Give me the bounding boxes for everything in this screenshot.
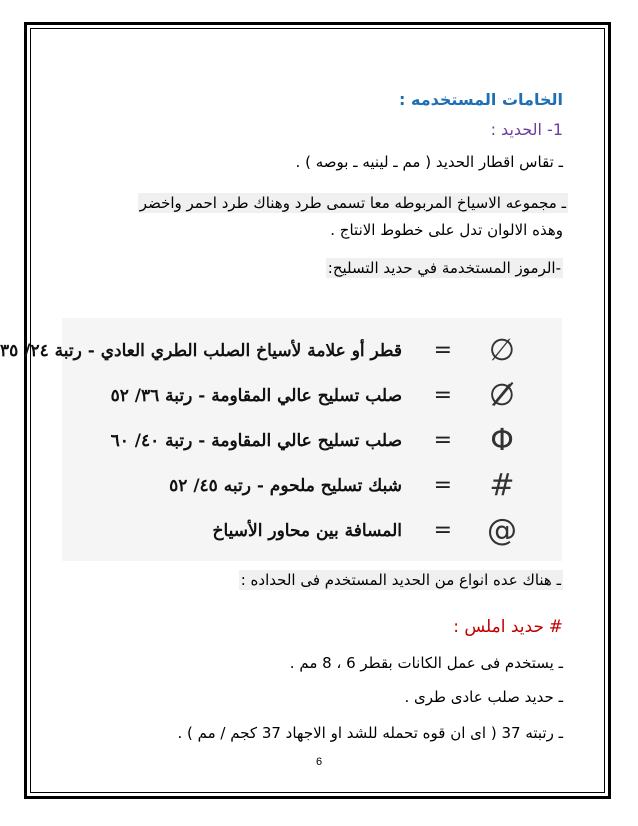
- hash-symbol: #: [489, 468, 515, 503]
- equals-sign: =: [433, 428, 452, 453]
- at-symbol: @: [487, 513, 517, 548]
- symbol-description: المسافة بين محاور الأسياخ: [212, 521, 402, 541]
- symbol-row: [62, 466, 562, 506]
- page-number: 6: [315, 756, 323, 768]
- hash-mark: #: [548, 617, 563, 637]
- symbol-row: [62, 511, 562, 551]
- line-bundles: ـ مجموعه الاسياخ المربوطه معا تسمى طرد وهناك طرد احمر واخضر: [139, 194, 566, 212]
- symbol-description: صلب تسليح عالي المقاومة - رتبة ٣٦/ ٥٢: [110, 386, 402, 406]
- symbols-legend: [0, 318, 562, 561]
- line-diameters: ـ تقاس اقطار الحديد ( مم ـ لينيه ـ بوصه ) .: [295, 153, 563, 171]
- line-iron-types: ـ هناك عده انواع من الحديد المستخدم فى الحداده :: [240, 571, 561, 589]
- smooth-iron-heading: [453, 617, 563, 637]
- equals-sign: =: [433, 383, 452, 408]
- line-colors: وهذه الالوان تدل على خطوط الانتاج .: [330, 221, 563, 239]
- slashed-diameter-symbol: ∅̸: [488, 378, 516, 413]
- line-mild-steel: ـ حديد صلب عادى طرى .: [404, 688, 563, 706]
- symbol-row: [0, 331, 562, 371]
- equals-sign: =: [433, 338, 452, 363]
- symbol-description: شبك تسليح ملحوم - رتبه ٤٥/ ٥٢: [169, 476, 402, 496]
- iron-title: 1- الحديد :: [490, 120, 563, 139]
- equals-sign: =: [433, 473, 452, 498]
- symbol-row: [62, 376, 562, 416]
- symbol-description: قطر أو علامة لأسياخ الصلب الطري العادي - رتبة ٢٤/ ٣٥: [0, 341, 402, 361]
- line-symbols-title: -الرموز المستخدمة في حديد التسليح:: [327, 259, 561, 277]
- symbol-description: صلب تسليح عالي المقاومة - رتبة ٤٠/ ٦٠: [110, 431, 402, 451]
- smooth-iron-title: حديد املس :: [453, 617, 544, 637]
- symbol-row: [62, 421, 562, 461]
- diameter-symbol: ∅: [488, 333, 516, 368]
- line-stirrups: ـ يستخدم فى عمل الكانات بقطر 6 ، 8 مم .: [289, 654, 563, 672]
- section-heading: الخامات المستخدمه :: [399, 90, 563, 109]
- equals-sign: =: [433, 518, 452, 543]
- phi-symbol: Φ: [490, 423, 514, 458]
- line-grade: ـ رتبته 37 ( اى ان قوه تحمله للشد او الاجهاد 37 كجم / مم ) .: [177, 724, 563, 742]
